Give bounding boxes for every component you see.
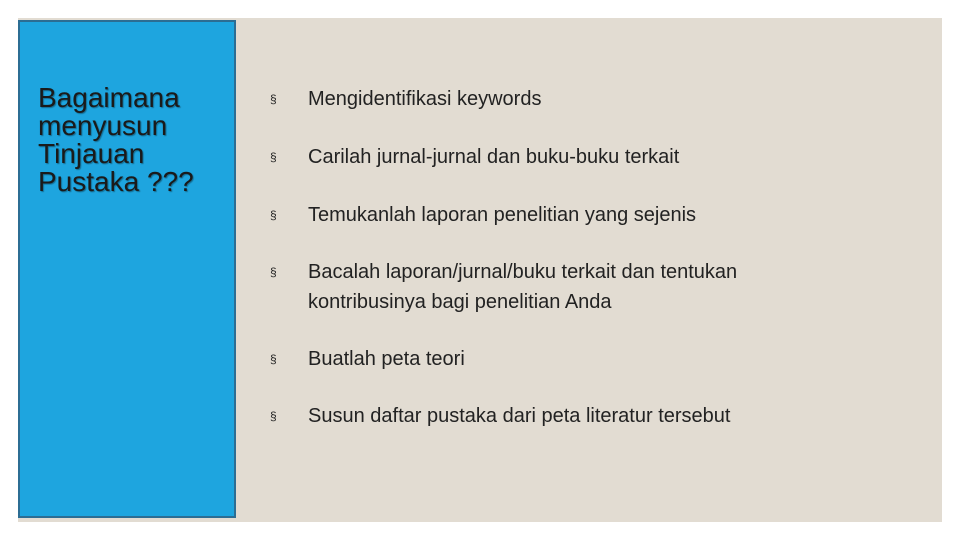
bullet-text: Buatlah peta teori [308,348,465,370]
bullet-marker-icon: § [270,265,277,279]
bullet-text: Temukanlah laporan penelitian yang sejenis [308,204,697,226]
bullet-item [270,200,910,230]
bullet-item [270,401,910,431]
bullet-marker-icon: § [270,150,277,164]
bullet-text: Susun daftar pustaka dari peta literatur tersebut [308,405,731,427]
bullet-marker-icon: § [270,352,277,366]
bullet-text: Mengidentifikasi keywords [308,88,542,110]
bullet-item [270,257,830,317]
bullet-item [270,84,910,114]
title-panel [18,20,236,518]
slide-title: Bagaimana menyusun Tinjauan Pustaka ??? [38,82,194,197]
bullet-text: Carilah jurnal-jurnal dan buku-buku terkait [308,146,680,168]
bullet-marker-icon: § [270,208,277,222]
bullet-text: Bacalah laporan/jurnal/buku terkait dan tentukan kontribusinya bagi penelitian Anda [308,261,738,313]
bullet-marker-icon: § [270,92,277,106]
bullet-item [270,344,910,374]
bullet-item [270,142,910,172]
bullet-marker-icon: § [270,409,277,423]
